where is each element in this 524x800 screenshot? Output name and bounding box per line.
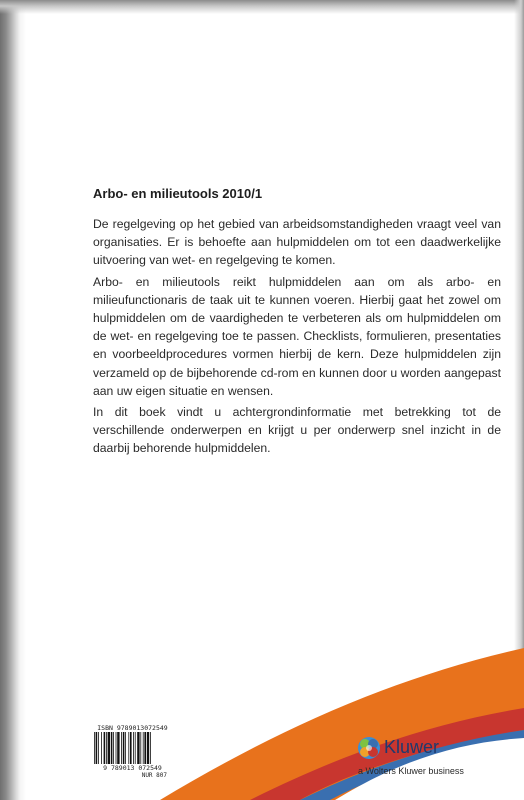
barcode-stripe: [130, 732, 132, 764]
barcode-stripe: [104, 732, 106, 764]
barcode-stripe: [128, 732, 129, 764]
barcode-stripe: [96, 732, 98, 764]
barcode-stripe: [108, 732, 110, 764]
barcode-stripe: [143, 732, 144, 764]
barcode-stripe: [125, 732, 126, 764]
paragraph: De regelgeving op het gebied van arbeidsomstandigheden vraagt veel van organisaties. Er is behoefte aan hulpmiddelen om tot een daadwerkelijke uitvoering van wet- en regelgeving te komen.: [93, 217, 501, 268]
publisher-tagline: a Wolters Kluwer business: [358, 766, 464, 776]
barcode-stripe: [140, 732, 141, 764]
barcode-block: [90, 724, 175, 780]
kluwer-globe-icon: [357, 736, 381, 760]
barcode-stripe: [144, 732, 146, 764]
barcode-stripe: [101, 732, 102, 764]
barcode-stripe: [147, 732, 149, 764]
paragraph: In dit boek vindt u achtergrondinformatie met betrekking tot de verschillende onderwerpen en krijgt u per onderwerp snel inzicht in de daarbij behorende hulpmiddelen.: [93, 405, 501, 456]
barcode-stripe: [113, 732, 114, 764]
barcode-stripe: [150, 732, 151, 764]
barcode-stripe: [133, 732, 134, 764]
barcode-stripe: [123, 732, 125, 764]
barcode-stripe: [98, 732, 99, 764]
isbn-label: ISBN 9789013072549: [97, 724, 168, 732]
nur-code: NUR 807: [141, 772, 167, 779]
barcode-stripe: [94, 732, 95, 764]
book-title: Arbo- en milieutools 2010/1: [93, 186, 263, 201]
barcode-stripe: [106, 732, 107, 764]
barcode-stripe: [121, 732, 122, 764]
barcode-stripe: [135, 732, 136, 764]
paragraph: Arbo- en milieutools reikt hulpmiddelen aan om als arbo- en milieufunctionaris de taak uit te kunnen voeren. Hierbij gaat het zowel om hulpmiddelen om de vaardigheden te verbeteren als om hulpmiddelen om de wet- en regelgeving toe te passen. Checklists, formulieren, presentaties en voorbeeldprocedures vormen hierbij de kern. Deze hulpmiddelen zijn verzameld op de bijbehorende cd-rom en kunnen door u worden aangepast aan uw eigen situatie en wensen.: [93, 274, 501, 398]
barcode-stripe: [111, 732, 113, 764]
barcode-digits: 9 789013 072549: [103, 764, 162, 772]
barcode-stripe: [137, 732, 139, 764]
barcode-stripe: [116, 732, 117, 764]
barcode-bars: [90, 732, 175, 764]
publisher-name: Kluwer: [384, 737, 440, 757]
barcode-stripe: [117, 732, 119, 764]
